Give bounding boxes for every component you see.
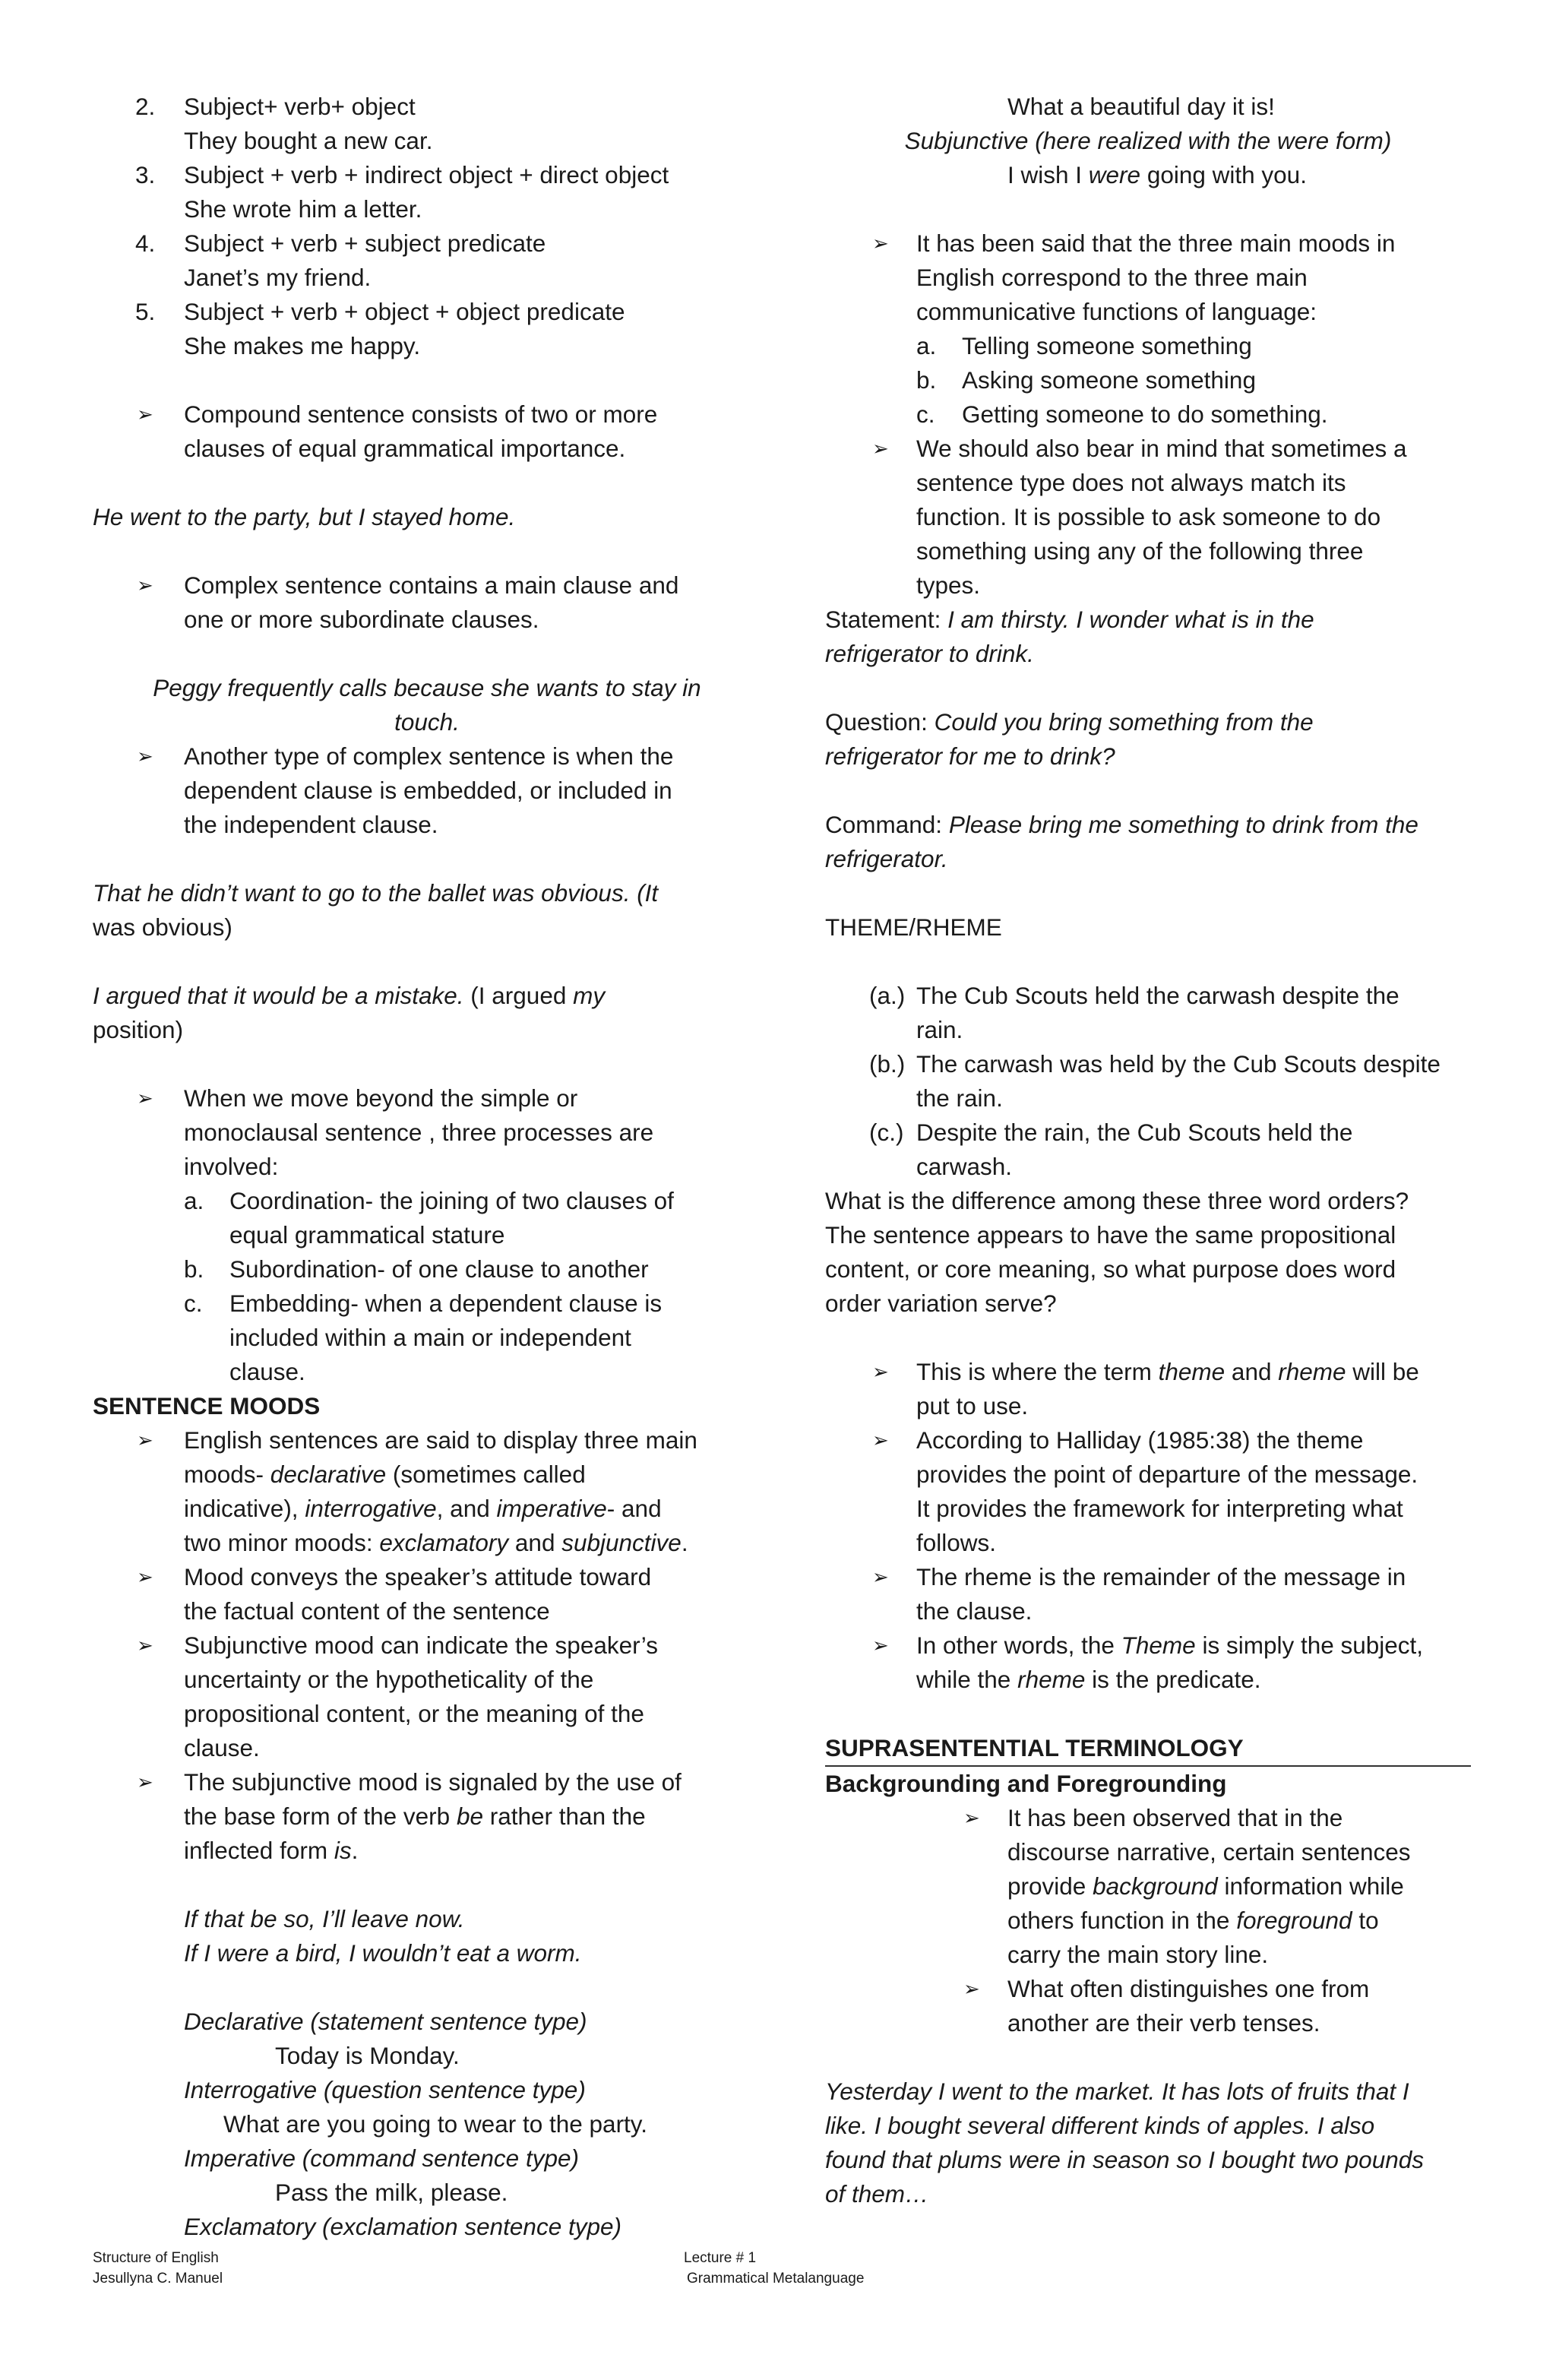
list-item: b. Subordination- of one clause to another xyxy=(184,1255,649,1283)
list-item: a. Telling someone something xyxy=(916,332,1252,359)
bullet-item: ➢ The subjunctive mood is signaled by the use of the base form of the verb be rather than the inflected form is. xyxy=(93,1765,761,1868)
mood-label: Imperative (command sentence type) xyxy=(184,2144,579,2172)
example-sentence: position) xyxy=(93,1016,184,1043)
example-sentence: If that be so, I’ll leave now. xyxy=(184,1905,465,1932)
arrowhead-bullet-icon: ➢ xyxy=(872,437,889,460)
example-sentence: Today is Monday. xyxy=(275,2042,460,2069)
example-sentence: Pass the milk, please. xyxy=(275,2179,508,2206)
arrowhead-bullet-icon: ➢ xyxy=(137,1429,153,1451)
arrowhead-bullet-icon: ➢ xyxy=(137,1771,153,1793)
example-sentence: refrigerator to drink. xyxy=(825,640,1034,667)
example-sentence: refrigerator. xyxy=(825,845,948,872)
example-sentence: refrigerator for me to drink? xyxy=(825,742,1115,770)
arrowhead-bullet-icon: ➢ xyxy=(872,1429,889,1451)
example-sentence: Yesterday I went to the market. It has lots of fruits that I xyxy=(825,2078,1409,2105)
arrowhead-bullet-icon: ➢ xyxy=(963,1806,980,1829)
footer-right xyxy=(684,2248,864,2289)
bullet-item: ➢ When we move beyond the simple or monoclausal sentence , three processes are involved: xyxy=(93,1081,761,1184)
footer-course: Structure of English xyxy=(93,2250,219,2266)
example-sentence: What a beautiful day it is! xyxy=(1007,93,1275,120)
list-number: 3. xyxy=(135,161,156,188)
bullet-item: ➢ It has been said that the three main moods in English correspond to the three main communicative functions of language: xyxy=(825,226,1471,329)
list-number: 2. xyxy=(135,93,156,120)
example-sentence: What are you going to wear to the party. xyxy=(223,2110,647,2138)
mood-label: Exclamatory (exclamation sentence type) xyxy=(184,2213,621,2240)
footer-left xyxy=(93,2248,223,2289)
section-heading: SENTENCE MOODS xyxy=(93,1392,321,1419)
arrowhead-bullet-icon: ➢ xyxy=(137,745,153,767)
bullet-item: ➢ Compound sentence consists of two or more clauses of equal grammatical importance. xyxy=(93,397,761,466)
footer-author: Jesullyna C. Manuel xyxy=(93,2271,223,2287)
example-sentence: found that plums were in season so I bought two pounds xyxy=(825,2146,1425,2173)
paragraph: What is the difference among these three word orders? xyxy=(825,1187,1409,1214)
bullet-item: ➢ In other words, the Theme is simply the subject, while the rheme is the predicate. xyxy=(825,1628,1471,1697)
mood-label: Interrogative (question sentence type) xyxy=(184,2076,586,2103)
arrowhead-bullet-icon: ➢ xyxy=(137,1634,153,1657)
example-sentence: touch. xyxy=(394,708,460,736)
list-item: (c.) Despite the rain, the Cub Scouts held the carwash. xyxy=(869,1119,1353,1180)
paragraph: order variation serve? xyxy=(825,1290,1057,1317)
example-sentence: Statement: I am thirsty. I wonder what is in the xyxy=(825,606,1314,633)
list-item: 2. Subject+ verb+ object xyxy=(93,90,761,124)
example-sentence: She wrote him a letter. xyxy=(184,195,422,223)
right-column xyxy=(825,90,1471,2211)
arrowhead-bullet-icon: ➢ xyxy=(137,1087,153,1109)
example-sentence: Question: Could you bring something from the xyxy=(825,708,1314,736)
example-sentence: of them… xyxy=(825,2180,929,2208)
arrowhead-bullet-icon: ➢ xyxy=(872,1634,889,1657)
arrowhead-bullet-icon: ➢ xyxy=(872,1565,889,1588)
bullet-item: ➢ The rheme is the remainder of the message in the clause. xyxy=(825,1560,1471,1628)
list-item: 4. Subject + verb + subject predicate xyxy=(93,226,761,261)
list-item: c. Embedding- when a dependent clause is included within a main or independent clause. xyxy=(184,1290,663,1385)
bullet-item: ➢ Another type of complex sentence is when the dependent clause is embedded, or included in the independent clause. xyxy=(93,739,761,842)
subsection-heading: Backgrounding and Foregrounding xyxy=(825,1770,1227,1797)
bullet-item: ➢ This is where the term theme and rheme will be put to use. xyxy=(825,1355,1471,1423)
bullet-item: ➢ English sentences are said to display three main moods- declarative (sometimes called indicative), interrogative, and imperative- and two minor moods: exclamatory and subjunctive. xyxy=(93,1423,761,1560)
bullet-item: ➢ It has been observed that in the discourse narrative, certain sentences provide background information while others function in the foreground to carry the main story line. xyxy=(825,1801,1471,1972)
arrowhead-bullet-icon: ➢ xyxy=(872,232,889,255)
example-sentence: Command: Please bring me something to drink from the xyxy=(825,811,1418,838)
section-heading: SUPRASENTENTIAL TERMINOLOGY xyxy=(825,1731,1471,1767)
example-sentence: like. I bought several different kinds of apples. I also xyxy=(825,2112,1375,2139)
arrowhead-bullet-icon: ➢ xyxy=(137,1565,153,1588)
arrowhead-bullet-icon: ➢ xyxy=(872,1360,889,1383)
bullet-item: ➢ We should also bear in mind that sometimes a sentence type does not always match its function. It is possible to ask someone to do something using any of the following three types. xyxy=(825,432,1471,603)
footer-topic: Grammatical Metalanguage xyxy=(687,2271,865,2287)
paragraph: content, or core meaning, so what purpose does word xyxy=(825,1255,1396,1283)
left-column xyxy=(93,90,761,2244)
bullet-item: ➢ According to Halliday (1985:38) the theme provides the point of departure of the message. It provides the framework for interpreting what follows. xyxy=(825,1423,1471,1560)
example-sentence: He went to the party, but I stayed home. xyxy=(93,503,516,530)
example-sentence: Peggy frequently calls because she wants to stay in xyxy=(153,674,701,701)
list-item: a. Coordination- the joining of two clauses of equal grammatical stature xyxy=(184,1187,674,1249)
mood-label: Subjunctive (here realized with the were form) xyxy=(904,127,1392,154)
bullet-item: ➢ Complex sentence contains a main clause and one or more subordinate clauses. xyxy=(93,568,761,637)
bullet-item: ➢ What often distinguishes one from another are their verb tenses. xyxy=(825,1972,1471,2040)
arrowhead-bullet-icon: ➢ xyxy=(137,574,153,597)
example-sentence: I argued that it would be a mistake. (I argued my xyxy=(93,982,606,1009)
list-item: (a.) The Cub Scouts held the carwash despite the rain. xyxy=(869,982,1399,1043)
list-item: b. Asking someone something xyxy=(916,366,1256,394)
example-sentence: I wish I were going with you. xyxy=(1007,161,1307,188)
example-sentence: Janet’s my friend. xyxy=(184,264,372,291)
list-number: 4. xyxy=(135,229,156,257)
bullet-item: ➢ Mood conveys the speaker’s attitude toward the factual content of the sentence xyxy=(93,1560,761,1628)
list-item: (b.) The carwash was held by the Cub Scouts despite the rain. xyxy=(869,1050,1441,1112)
section-heading: THEME/RHEME xyxy=(825,913,1002,941)
footer-lecture: Lecture # 1 xyxy=(684,2250,757,2266)
arrowhead-bullet-icon: ➢ xyxy=(137,403,153,426)
example-sentence: She makes me happy. xyxy=(184,332,421,359)
example-sentence: If I were a bird, I wouldn’t eat a worm. xyxy=(184,1939,582,1967)
list-item: c. Getting someone to do something. xyxy=(916,400,1328,428)
example-sentence: That he didn’t want to go to the ballet was obvious. (It xyxy=(93,879,659,907)
paragraph: The sentence appears to have the same propositional xyxy=(825,1221,1396,1249)
example-sentence: was obvious) xyxy=(93,913,232,941)
list-item: 3. Subject + verb + indirect object + direct object xyxy=(93,158,761,192)
list-number: 5. xyxy=(135,298,156,325)
mood-label: Declarative (statement sentence type) xyxy=(184,2008,587,2035)
list-item: 5. Subject + verb + object + object predicate xyxy=(93,295,761,329)
arrowhead-bullet-icon: ➢ xyxy=(963,1977,980,2000)
example-sentence: They bought a new car. xyxy=(184,127,433,154)
bullet-item: ➢ Subjunctive mood can indicate the speaker’s uncertainty or the hypotheticality of the propositional content, or the meaning of the clause. xyxy=(93,1628,761,1765)
